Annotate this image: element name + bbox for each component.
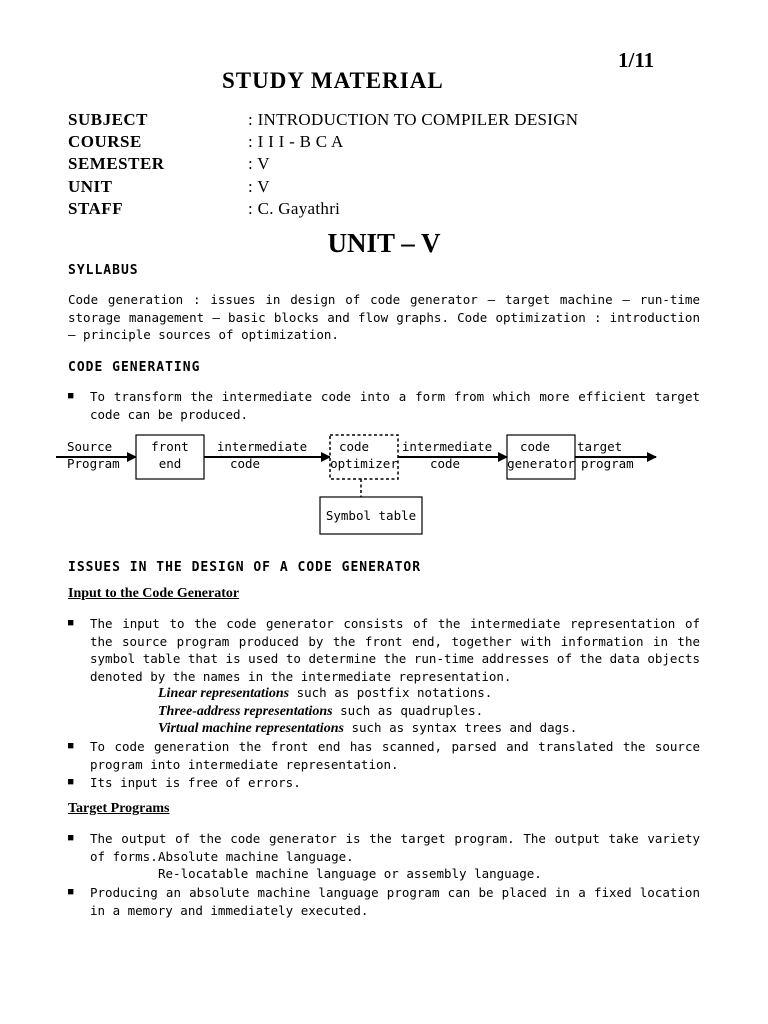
diagram-label: generator	[507, 456, 575, 471]
syllabus-text: Code generation : issues in design of code generator – target machine – run-time storage management – basic blocks and flow graphs. Code optimization : introduction – principle sources of optimization.	[68, 292, 700, 342]
list-item	[68, 615, 700, 685]
representation-term: Three-address representations	[158, 704, 333, 719]
meta-key: UNIT	[68, 177, 113, 196]
representation-desc: such as quadruples.	[332, 703, 484, 718]
diagram-label: code	[229, 456, 261, 471]
representation-item	[158, 719, 577, 738]
bullet-icon: ■	[68, 391, 74, 401]
compiler-pipeline-diagram	[56, 430, 666, 540]
form-item: Absolute machine language.	[158, 849, 354, 864]
bullet-icon: ■	[68, 833, 74, 843]
meta-key: SEMESTER	[68, 154, 165, 173]
diagram-label: intermediate	[216, 439, 308, 454]
issues-heading: ISSUES IN THE DESIGN OF A CODE GENERATOR	[68, 560, 422, 575]
diagram-label: Symbol table	[325, 508, 417, 523]
bullet-text: To transform the intermediate code into a form from which more efficient target code can be produced.	[90, 389, 700, 422]
list-item	[68, 388, 700, 423]
diagram-label: code	[429, 456, 461, 471]
diagram-label: Source	[67, 439, 113, 454]
meta-value: : C. Gayathri	[248, 199, 341, 218]
meta-key: COURSE	[68, 132, 142, 151]
meta-value: : V	[248, 154, 270, 173]
diagram-label: intermediate	[401, 439, 493, 454]
representation-item	[158, 684, 492, 703]
bullet-icon: ■	[68, 618, 74, 628]
form-item: Re-locatable machine language or assembly language.	[158, 866, 542, 881]
diagram-label: optimizer	[330, 456, 398, 471]
representation-term: Virtual machine representations	[158, 721, 344, 736]
bullet-icon: ■	[68, 777, 74, 787]
list-item	[68, 884, 700, 919]
list-item	[68, 774, 700, 792]
diagram-label: target	[577, 439, 623, 454]
target-programs-subheading: Target Programs	[68, 801, 170, 816]
input-subheading: Input to the Code Generator	[68, 586, 240, 601]
diagram-label: program	[581, 456, 634, 471]
syllabus-heading: SYLLABUS	[68, 263, 139, 278]
bullet-text: The output of the code generator is the target program. The output take variety of forms.	[90, 831, 700, 864]
bullet-text: Producing an absolute machine language program can be placed in a fixed location in a memory and immediately executed.	[90, 885, 700, 918]
representation-term: Linear representations	[158, 686, 290, 701]
unit-title: UNIT – V	[327, 228, 441, 258]
meta-key: SUBJECT	[68, 110, 149, 129]
representation-desc: such as postfix notations.	[289, 685, 493, 700]
code-generating-heading: CODE GENERATING	[68, 360, 201, 375]
meta-key: STAFF	[68, 199, 124, 218]
meta-value: : I I I - B C A	[248, 132, 344, 151]
list-item	[68, 738, 700, 773]
representation-desc: such as syntax trees and dags.	[343, 720, 578, 735]
bullet-text: To code generation the front end has scanned, parsed and translated the source program into intermediate representation.	[90, 739, 700, 772]
diagram-label: end	[158, 456, 182, 471]
bullet-text: Its input is free of errors.	[90, 775, 301, 790]
diagram-label: front	[151, 439, 189, 454]
bullet-text: The input to the code generator consists of the intermediate representation of the source program produced by the front end, together with information in the symbol table that is used to determine the run-time addresses of the data objects denoted by the names in the intermediate representation.	[90, 616, 700, 684]
page-number: 1/11	[618, 48, 655, 72]
diagram-label: code	[519, 439, 551, 454]
document-title: STUDY MATERIAL	[222, 68, 444, 93]
bullet-icon: ■	[68, 741, 74, 751]
bullet-icon: ■	[68, 887, 74, 897]
meta-value: : V	[248, 177, 270, 196]
diagram-label: Program	[67, 456, 120, 471]
diagram-label: code	[338, 439, 370, 454]
representation-item	[158, 702, 483, 721]
meta-value: : INTRODUCTION TO COMPILER DESIGN	[248, 110, 579, 129]
